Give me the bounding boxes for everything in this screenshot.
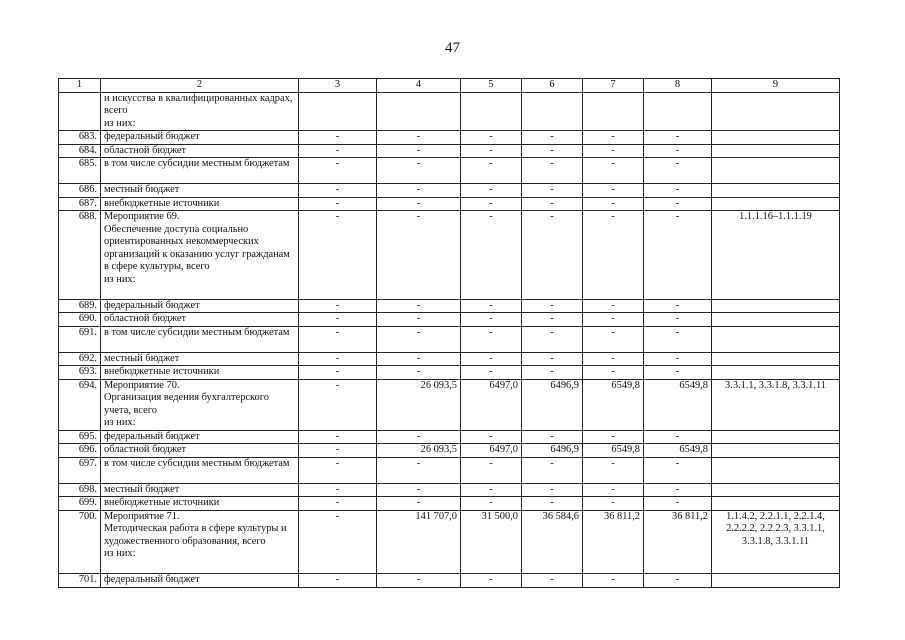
cell-col-5: 6497,0 (461, 379, 522, 430)
row-index: 692. (59, 352, 101, 366)
cell-col-8: - (644, 497, 712, 511)
row-index (59, 92, 101, 131)
table-row (59, 430, 840, 444)
cell-col-8 (644, 92, 712, 131)
cell-col-8: - (644, 299, 712, 313)
table-row (59, 299, 840, 313)
cell-col-7: - (583, 211, 644, 300)
cell-col-5: - (461, 483, 522, 497)
table-row (59, 366, 840, 380)
row-title: федеральный бюджет (101, 131, 299, 145)
cell-col-8: - (644, 211, 712, 300)
table-row (59, 197, 840, 211)
cell-col-7: - (583, 326, 644, 352)
table-row (59, 92, 840, 131)
header-cell-4: 4 (377, 79, 461, 93)
cell-col-6: - (522, 366, 583, 380)
cell-col-7: - (583, 352, 644, 366)
row-title: в том числе субсидии местным бюджетам (101, 158, 299, 184)
row-title: местный бюджет (101, 483, 299, 497)
cell-col-3: - (299, 144, 377, 158)
cell-col-9 (712, 92, 840, 131)
cell-col-9 (712, 313, 840, 327)
header-cell-1: 1 (59, 79, 101, 93)
cell-col-5: 6497,0 (461, 444, 522, 458)
cell-col-8: 36 811,2 (644, 510, 712, 574)
cell-col-9 (712, 574, 840, 588)
cell-col-3: - (299, 197, 377, 211)
header-cell-2: 2 (101, 79, 299, 93)
cell-col-7: 6549,8 (583, 379, 644, 430)
row-index: 700. (59, 510, 101, 574)
cell-col-6: - (522, 497, 583, 511)
cell-col-4: - (377, 131, 461, 145)
cell-col-8: - (644, 158, 712, 184)
cell-col-3: - (299, 574, 377, 588)
cell-col-9 (712, 483, 840, 497)
header-cell-7: 7 (583, 79, 644, 93)
cell-col-6: - (522, 184, 583, 198)
row-title: областной бюджет (101, 444, 299, 458)
cell-col-3: - (299, 457, 377, 483)
cell-col-6: 6496,9 (522, 444, 583, 458)
cell-col-9 (712, 352, 840, 366)
cell-col-9 (712, 457, 840, 483)
cell-col-6: - (522, 158, 583, 184)
table-row (59, 574, 840, 588)
cell-col-6: - (522, 197, 583, 211)
page-number: 47 (445, 40, 460, 56)
cell-col-3: - (299, 352, 377, 366)
header-cell-6: 6 (522, 79, 583, 93)
cell-col-5: - (461, 211, 522, 300)
table-row (59, 131, 840, 145)
row-index: 690. (59, 313, 101, 327)
cell-col-3: - (299, 326, 377, 352)
cell-col-4: 141 707,0 (377, 510, 461, 574)
cell-col-4: - (377, 574, 461, 588)
table-row (59, 510, 840, 574)
cell-col-3: - (299, 211, 377, 300)
row-index: 698. (59, 483, 101, 497)
cell-col-4 (377, 92, 461, 131)
cell-col-4: - (377, 299, 461, 313)
cell-col-4: - (377, 497, 461, 511)
table-row (59, 326, 840, 352)
row-index: 685. (59, 158, 101, 184)
cell-col-3 (299, 92, 377, 131)
row-title: внебюджетные источники (101, 497, 299, 511)
cell-col-8: - (644, 430, 712, 444)
cell-col-8: - (644, 352, 712, 366)
row-index: 696. (59, 444, 101, 458)
cell-col-3: - (299, 299, 377, 313)
cell-col-3: - (299, 497, 377, 511)
cell-col-5: - (461, 197, 522, 211)
cell-col-7: - (583, 144, 644, 158)
cell-col-3: - (299, 366, 377, 380)
cell-col-6: 36 584,6 (522, 510, 583, 574)
row-title: Мероприятие 70. Организация ведения бухгалтерского учета, всего из них: (101, 379, 299, 430)
row-index: 701. (59, 574, 101, 588)
cell-col-9 (712, 299, 840, 313)
cell-col-3: - (299, 184, 377, 198)
row-index: 691. (59, 326, 101, 352)
cell-col-9 (712, 158, 840, 184)
cell-col-6: - (522, 313, 583, 327)
cell-col-9: 1.1.4.2, 2.2.1.1, 2.2.1.4, 2.2.2.2, 2.2.2.3, 3.3.1.1, 3.3.1.8, 3.3.1.11 (712, 510, 840, 574)
cell-col-4: - (377, 158, 461, 184)
row-title: местный бюджет (101, 352, 299, 366)
row-title: областной бюджет (101, 144, 299, 158)
cell-col-5: - (461, 352, 522, 366)
cell-col-8: 6549,8 (644, 444, 712, 458)
cell-col-5: - (461, 184, 522, 198)
cell-col-5 (461, 92, 522, 131)
cell-col-6: - (522, 211, 583, 300)
cell-col-5: - (461, 131, 522, 145)
row-title: федеральный бюджет (101, 430, 299, 444)
header-cell-9: 9 (712, 79, 840, 93)
cell-col-4: - (377, 184, 461, 198)
cell-col-5: - (461, 497, 522, 511)
cell-col-3: - (299, 131, 377, 145)
cell-col-9 (712, 430, 840, 444)
header-cell-8: 8 (644, 79, 712, 93)
table-row (59, 497, 840, 511)
cell-col-4: 26 093,5 (377, 379, 461, 430)
cell-col-5: 31 500,0 (461, 510, 522, 574)
cell-col-7: - (583, 131, 644, 145)
cell-col-7: - (583, 313, 644, 327)
row-index: 694. (59, 379, 101, 430)
cell-col-4: - (377, 366, 461, 380)
cell-col-5: - (461, 574, 522, 588)
cell-col-7: - (583, 366, 644, 380)
table-row (59, 483, 840, 497)
cell-col-5: - (461, 366, 522, 380)
row-title: Мероприятие 71. Методическая работа в сфере культуры и художественного образования, всего из них: (101, 510, 299, 574)
row-index: 684. (59, 144, 101, 158)
cell-col-6: - (522, 457, 583, 483)
cell-col-5: - (461, 299, 522, 313)
table-row (59, 144, 840, 158)
row-title: в том числе субсидии местным бюджетам (101, 457, 299, 483)
cell-col-7: - (583, 457, 644, 483)
table-row (59, 457, 840, 483)
cell-col-7: - (583, 184, 644, 198)
cell-col-7: - (583, 158, 644, 184)
header-cell-3: 3 (299, 79, 377, 93)
row-title: областной бюджет (101, 313, 299, 327)
cell-col-7: - (583, 430, 644, 444)
cell-col-3: - (299, 510, 377, 574)
cell-col-9: 1.1.1.16–1.1.1.19 (712, 211, 840, 300)
cell-col-8: - (644, 483, 712, 497)
cell-col-9 (712, 366, 840, 380)
cell-col-8: - (644, 313, 712, 327)
row-index: 683. (59, 131, 101, 145)
row-index: 687. (59, 197, 101, 211)
row-title: внебюджетные источники (101, 366, 299, 380)
cell-col-7: - (583, 497, 644, 511)
cell-col-8: - (644, 366, 712, 380)
cell-col-6 (522, 92, 583, 131)
cell-col-3: - (299, 430, 377, 444)
cell-col-8: - (644, 131, 712, 145)
cell-col-4: - (377, 483, 461, 497)
cell-col-6: - (522, 144, 583, 158)
table-row (59, 352, 840, 366)
cell-col-6: - (522, 299, 583, 313)
cell-col-4: - (377, 457, 461, 483)
cell-col-7: 6549,8 (583, 444, 644, 458)
cell-col-9 (712, 131, 840, 145)
cell-col-8: - (644, 184, 712, 198)
row-index: 699. (59, 497, 101, 511)
cell-col-7: - (583, 483, 644, 497)
cell-col-3: - (299, 379, 377, 430)
cell-col-7: - (583, 574, 644, 588)
table-header-row (59, 79, 840, 93)
row-index: 693. (59, 366, 101, 380)
cell-col-5: - (461, 144, 522, 158)
cell-col-4: - (377, 352, 461, 366)
cell-col-9 (712, 197, 840, 211)
cell-col-6: 6496,9 (522, 379, 583, 430)
cell-col-3: - (299, 313, 377, 327)
cell-col-5: - (461, 430, 522, 444)
cell-col-9 (712, 184, 840, 198)
cell-col-8: - (644, 197, 712, 211)
cell-col-6: - (522, 430, 583, 444)
cell-col-4: - (377, 197, 461, 211)
cell-col-4: - (377, 430, 461, 444)
row-index: 697. (59, 457, 101, 483)
cell-col-6: - (522, 483, 583, 497)
table-row (59, 184, 840, 198)
row-title: и искусства в квалифицированных кадрах, всего из них: (101, 92, 299, 131)
cell-col-5: - (461, 158, 522, 184)
cell-col-3: - (299, 444, 377, 458)
budget-table (58, 78, 840, 588)
table-row (59, 379, 840, 430)
row-index: 695. (59, 430, 101, 444)
cell-col-3: - (299, 158, 377, 184)
table-row (59, 158, 840, 184)
table-row (59, 211, 840, 300)
cell-col-3: - (299, 483, 377, 497)
cell-col-6: - (522, 574, 583, 588)
cell-col-7: - (583, 299, 644, 313)
cell-col-7: - (583, 197, 644, 211)
cell-col-9: 3.3.1.1, 3.3.1.8, 3.3.1.11 (712, 379, 840, 430)
row-index: 689. (59, 299, 101, 313)
cell-col-5: - (461, 313, 522, 327)
cell-col-4: 26 093,5 (377, 444, 461, 458)
row-title: федеральный бюджет (101, 574, 299, 588)
header-cell-5: 5 (461, 79, 522, 93)
cell-col-6: - (522, 131, 583, 145)
cell-col-9 (712, 444, 840, 458)
row-index: 686. (59, 184, 101, 198)
row-title: местный бюджет (101, 184, 299, 198)
cell-col-6: - (522, 326, 583, 352)
table-body (59, 79, 840, 588)
cell-col-4: - (377, 326, 461, 352)
cell-col-9 (712, 144, 840, 158)
table-row (59, 444, 840, 458)
cell-col-9 (712, 497, 840, 511)
cell-col-4: - (377, 211, 461, 300)
row-title: Мероприятие 69. Обеспечение доступа социально ориентированных некоммерческих организаций к оказанию услуг гражданам в сфере культуры, всего из них: (101, 211, 299, 300)
cell-col-8: - (644, 457, 712, 483)
row-title: внебюджетные источники (101, 197, 299, 211)
row-title: в том числе субсидии местным бюджетам (101, 326, 299, 352)
cell-col-6: - (522, 352, 583, 366)
cell-col-8: - (644, 574, 712, 588)
cell-col-7: 36 811,2 (583, 510, 644, 574)
cell-col-5: - (461, 326, 522, 352)
cell-col-4: - (377, 313, 461, 327)
cell-col-8: - (644, 326, 712, 352)
row-index: 688. (59, 211, 101, 300)
cell-col-8: 6549,8 (644, 379, 712, 430)
cell-col-7 (583, 92, 644, 131)
cell-col-8: - (644, 144, 712, 158)
table-row (59, 313, 840, 327)
cell-col-5: - (461, 457, 522, 483)
row-title: федеральный бюджет (101, 299, 299, 313)
cell-col-9 (712, 326, 840, 352)
cell-col-4: - (377, 144, 461, 158)
